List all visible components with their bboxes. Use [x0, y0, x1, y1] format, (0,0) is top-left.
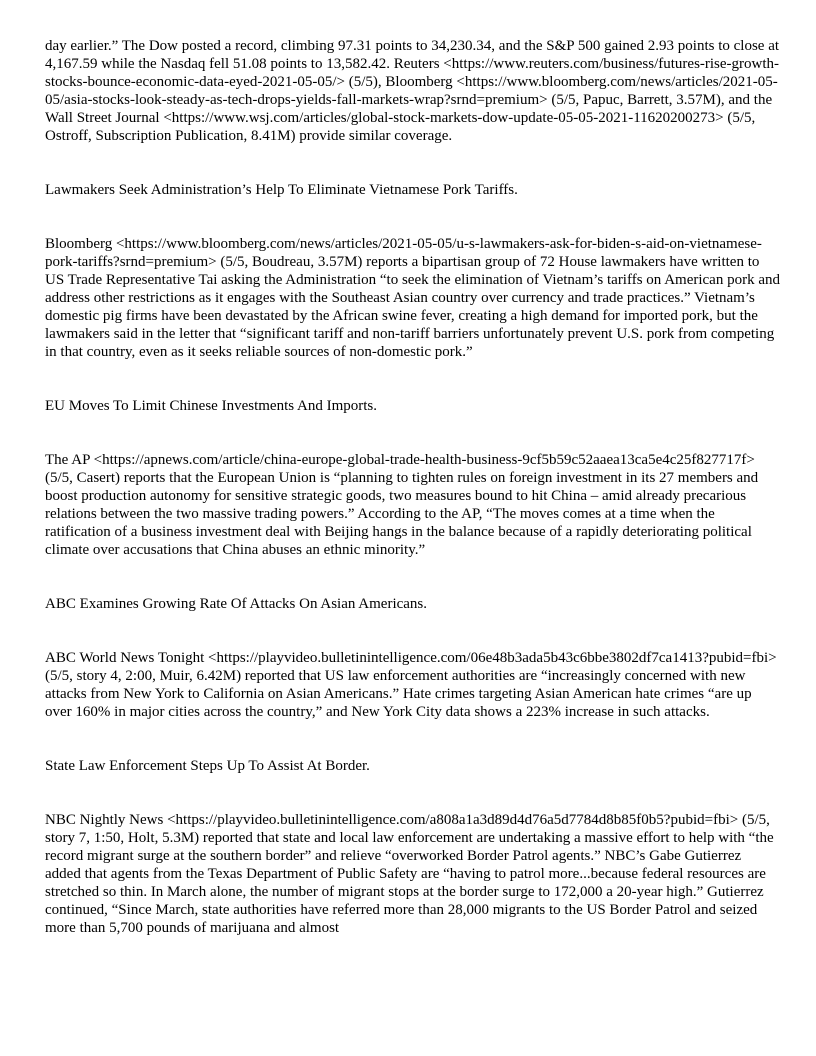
- article-body-border-enforcement: NBC Nightly News <https://playvideo.bulletinintelligence.com/a808a1a3d89d4d76a5d7784d8b85f0b5?pubid=fbi> (5/5, story 7, 1:50, Holt, 5.3M) reported that state and local law enforcement are undertaking a massive effort to help with “the record migrant surge at the southern border” and relieve “overworked Border Patrol agents.” NBC’s Gabe Gutierrez added that agents from the Texas Department of Public Safety are “having to patrol more...because federal resources are stretched so thin. In March alone, the number of migrant stops at the border surge to 172,000 a 20-year high.” Gutierrez continued, “Since March, state authorities have referred more than 28,000 migrants to the US Border Patrol and seized more than 5,700 pounds of marijuana and almost: [45, 812, 778, 936]
- article-headline-eu-investments: EU Moves To Limit Chinese Investments And Imports.: [45, 398, 377, 414]
- article-body-pork-tariffs: Bloomberg <https://www.bloomberg.com/news/articles/2021-05-05/u-s-lawmakers-ask-for-biden-s-aid-on-vietnamese-pork-tariffs?srnd=premium> (5/5, Boudreau, 3.57M) reports a bipartisan group of 72 House lawmakers have written to US Trade Representative Tai asking the Administration “to seek the elimination of Vietnam’s tariffs on American pork and address other restrictions as it engages with the Southeast Asian country over currency and trade practices.” Vietnam’s domestic pig firms have been devastated by the African swine fever, creating a high demand for imported pork, but the lawmakers said in the letter that “significant tariff and non-tariff barriers unfortunately prevent U.S. pork from competing in that country, even as it seeks reliable sources of non-domestic pork.”: [45, 236, 784, 360]
- article-headline-border-enforcement: State Law Enforcement Steps Up To Assist At Border.: [45, 758, 370, 774]
- document-page: [45, 37, 784, 937]
- article-body-eu-investments: The AP <https://apnews.com/article/china-europe-global-trade-health-business-9cf5b59c52aaea13ca5e4c25f827717f> (5/5, Casert) reports that the European Union is “planning to tighten rules on foreign investment in its 27 members and boost production autonomy for sensitive strategic goods, two measures bound to hit China – amid already precarious relations between the two massive trading powers.” According to the AP, “The moves comes at a time when the ratification of a business investment deal with Beijing hangs in the balance because of a rapidly deteriorating political climate over accusations that China abuses an ethnic minority.”: [45, 452, 762, 558]
- article-body-asian-american-attacks: ABC World News Tonight <https://playvideo.bulletinintelligence.com/06e48b3ada5b43c6bbe3802df7ca1413?pubid=fbi> (5/5, story 4, 2:00, Muir, 6.42M) reported that US law enforcement authorities are “increasingly concerned with new attacks from New York to California on Asian Americans.” Hate crimes targeting Asian American hate crimes “are up over 160% in major cities across the country,” and New York City data shows a 223% increase in such attacks.: [45, 650, 781, 720]
- article-headline-asian-american-attacks: ABC Examines Growing Rate Of Attacks On Asian Americans.: [45, 596, 428, 612]
- article-headline-pork-tariffs: Lawmakers Seek Administration’s Help To Eliminate Vietnamese Pork Tariffs.: [45, 182, 518, 198]
- continued-paragraph: day earlier.” The Dow posted a record, climbing 97.31 points to 34,230.34, and the S&P 500 gained 2.93 points to close at 4,167.59 while the Nasdaq fell 51.08 points to 13,582.42. Reuters <https://www.reuters.com/business/futures-rise-growth-stocks-bounce-economic-data-eyed-2021-05-05/> (5/5), Bloomberg <https://www.bloomberg.com/news/articles/2021-05-05/asia-stocks-look-steady-as-tech-drops-yields-fall-markets-wrap?srnd=premium> (5/5, Papuc, Barrett, 3.57M), and the Wall Street Journal <https://www.wsj.com/articles/global-stock-markets-dow-update-05-05-2021-11620200273> (5/5, Ostroff, Subscription Publication, 8.41M) provide similar coverage.: [45, 38, 783, 144]
